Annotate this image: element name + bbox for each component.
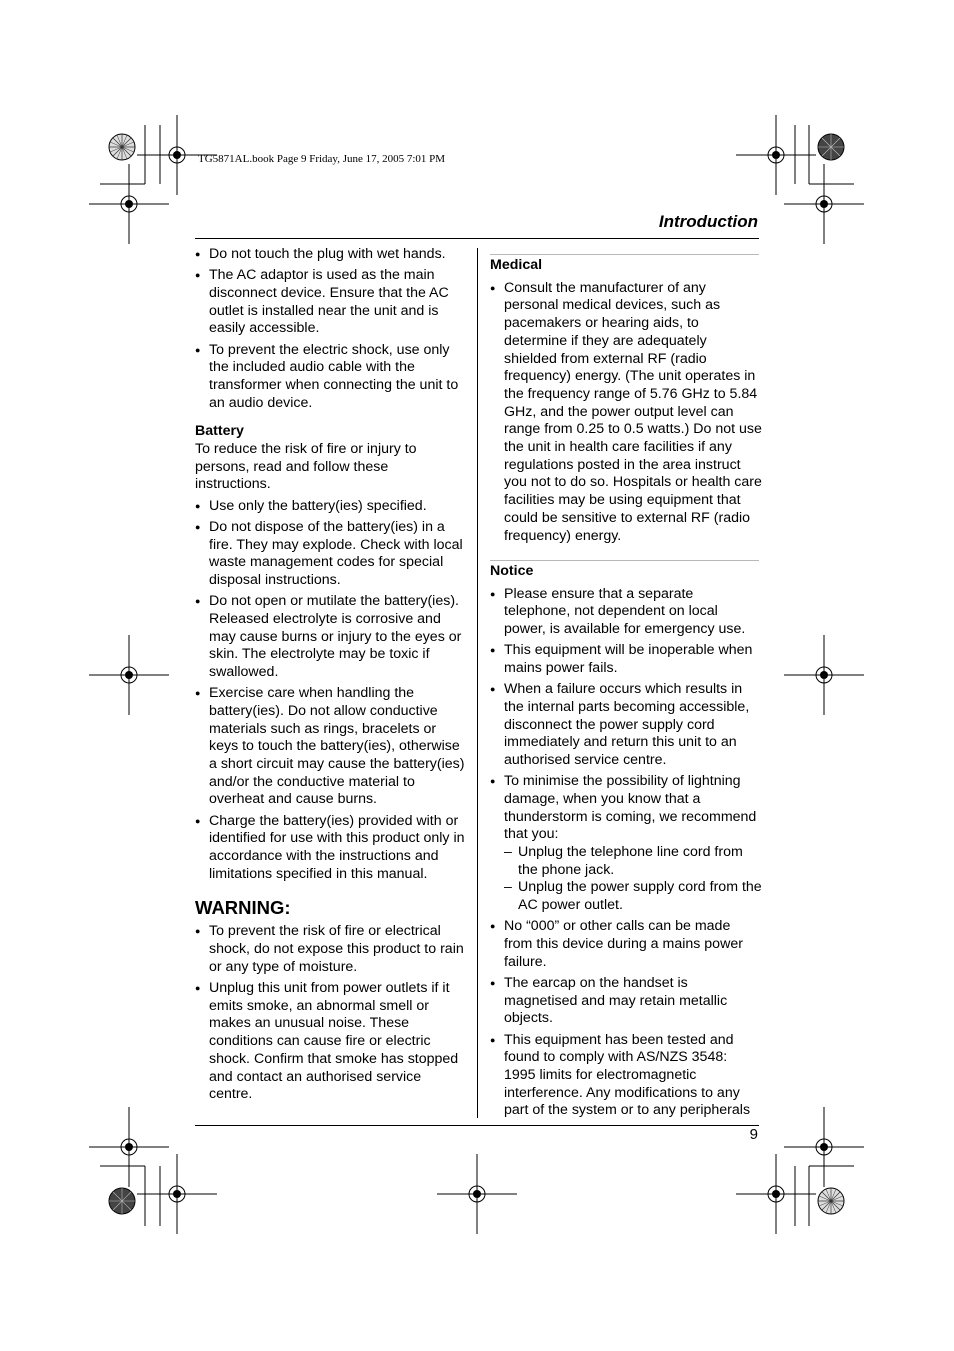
battery-intro: To reduce the risk of fire or injury to persons, read and follow these instructions.: [195, 441, 417, 493]
battery-heading: Battery: [195, 423, 244, 440]
page-number: 9: [749, 1126, 758, 1143]
column-divider: [477, 248, 478, 1118]
notice-heading: Notice: [490, 563, 534, 579]
list-item: ● Use only the battery(ies) specified.: [195, 498, 467, 516]
section-title: Introduction: [658, 212, 758, 231]
list-item: ● The AC adaptor is used as the main disconnect device. Ensure that the AC outlet is installed near the unit and is easily accessible.: [195, 267, 467, 338]
warning-list: [195, 923, 467, 1104]
list-item: ● Do not touch the plug with wet hands.: [195, 246, 467, 264]
right-column: [490, 257, 762, 549]
warning-heading: WARNING:: [195, 897, 291, 919]
print-metadata: TG5871AL.book Page 9 Friday, June 17, 2005 7:01 PM: [198, 153, 446, 165]
list-item: ● Unplug this unit from power outlets if it emits smoke, an abnormal smell or makes an unusual noise. These conditions can cause fire or electric shock. Confirm that smoke has stopped and contact an authorised service centre.: [195, 980, 467, 1104]
dash-item: – Unplug the power supply cord from the AC power outlet.: [504, 879, 762, 914]
lightning-intro: To minimise the possibility of lightning damage, when you know that a thunderstorm is coming, we recommend that you:: [504, 773, 757, 843]
lightning-steps: [504, 844, 762, 915]
list-item: ● Please ensure that a separate telephone, not dependent on local power, is available for emergency use.: [490, 586, 762, 639]
list-item: ● The earcap on the handset is magnetised and may retain metallic objects.: [490, 975, 762, 1028]
left-column: [195, 246, 467, 1107]
list-item: ● To prevent the risk of fire or electrical shock, do not expose this product to rain or any type of moisture.: [195, 923, 467, 976]
list-item: ● Exercise care when handling the battery(ies). Do not allow conductive materials such as rings, bracelets or keys to touch the battery(ies), otherwise a short circuit may cause the battery(ies) and/or the conductive material to overheat and cause burns.: [195, 685, 467, 809]
medical-rule: [490, 254, 759, 255]
footer-rule: [195, 1125, 759, 1126]
intro-safety-list: [195, 246, 467, 412]
list-item: [490, 773, 762, 915]
list-item: ● No “000” or other calls can be made from this device during a mains power failure.: [490, 918, 762, 971]
list-item: ● This equipment has been tested and found to comply with AS/NZS 3548: 1995 limits for electromagnetic interference. Any modifications to any part of the system or to any peripherals: [490, 1032, 762, 1121]
list-item: ● Do not dispose of the battery(ies) in a fire. They may explode. Check with local waste management codes for special disposal instructions.: [195, 519, 467, 590]
list-item: ● Charge the battery(ies) provided with or identified for use with this product only in accordance with the instructions and limitations specified in this manual.: [195, 813, 467, 884]
notice-rule: [490, 560, 759, 561]
notice-section: [490, 563, 762, 1124]
list-item: ● This equipment will be inoperable when mains power fails.: [490, 642, 762, 677]
battery-list: [195, 498, 467, 884]
list-item: ● Do not open or mutilate the battery(ies). Released electrolyte is corrosive and may cause burns or injury to the eyes or skin. The electrolyte may be toxic if swallowed.: [195, 593, 467, 682]
header-rule: [195, 238, 759, 239]
list-item: ● When a failure occurs which results in the internal parts becoming accessible, disconnect the power supply cord immediately and return this unit to an authorised service centre.: [490, 681, 762, 770]
medical-list: [490, 280, 762, 546]
list-item: ● Consult the manufacturer of any personal medical devices, such as pacemakers or hearing aids, to determine if they are adequately shielded from external RF (radio frequency) energy. (The unit operates in the frequency range of 5.76 GHz to 5.84 GHz, and the power output level can range from 0.25 to 0.5 watts.) Do not use the unit in health care facilities if any regulations posted in the area instruct you not to do so. Hospitals or health care facilities may be using equipment that could be sensitive to external RF (radio frequency) energy.: [490, 280, 762, 546]
medical-heading: Medical: [490, 257, 543, 273]
notice-list: [490, 586, 762, 1120]
dash-item: – Unplug the telephone line cord from the phone jack.: [504, 844, 762, 879]
list-item: ● To prevent the electric shock, use only the included audio cable with the transformer when connecting the unit to an audio device.: [195, 342, 467, 413]
